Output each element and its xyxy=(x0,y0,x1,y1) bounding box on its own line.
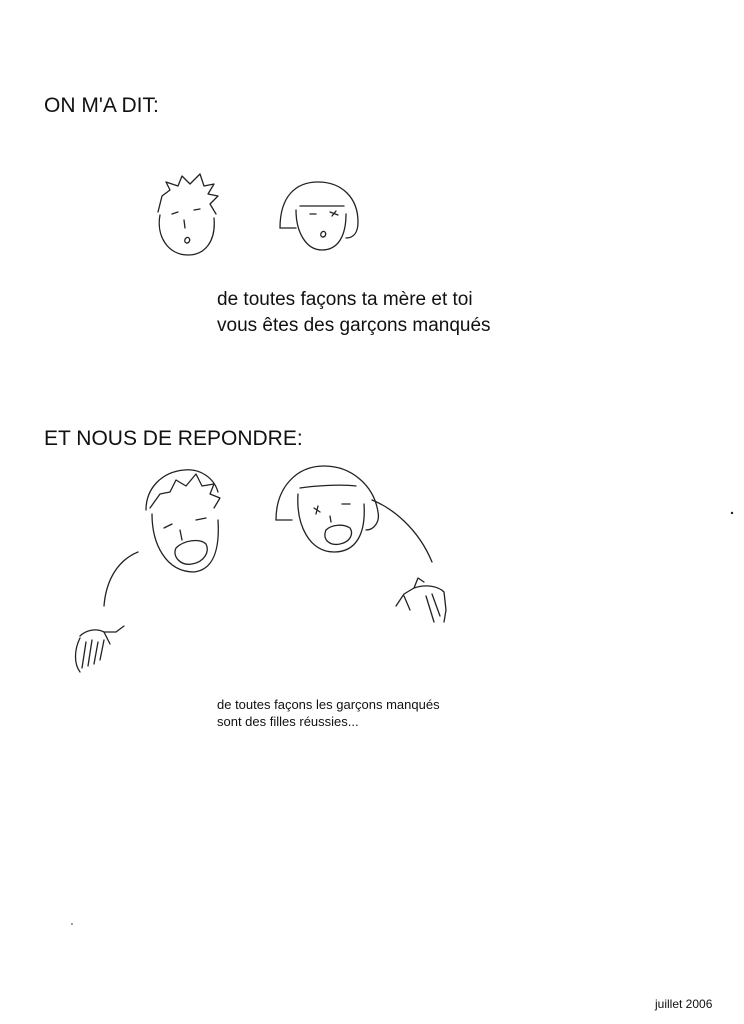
panel1-speech-line1: de toutes façons ta mère et toi xyxy=(217,289,473,310)
panel1-speech xyxy=(217,287,491,339)
boy-head-small xyxy=(158,174,218,255)
footer-date: juillet 2006 xyxy=(655,997,713,1011)
panel1-speech-line2: vous êtes des garçons manqués xyxy=(217,315,491,336)
panel2-heading: ET NOUS DE REPONDRE: xyxy=(44,427,303,450)
panel2-reply-line1: de toutes façons les garçons manqués xyxy=(217,697,440,712)
girl-head-small xyxy=(280,182,358,250)
panel1-heading: ON M'A DIT: xyxy=(44,94,159,117)
panel2-reply xyxy=(217,696,440,730)
girl-shouting xyxy=(276,466,446,622)
boy-shouting xyxy=(76,470,221,672)
panel2-reply-line2: sont des filles réussies... xyxy=(217,714,359,729)
